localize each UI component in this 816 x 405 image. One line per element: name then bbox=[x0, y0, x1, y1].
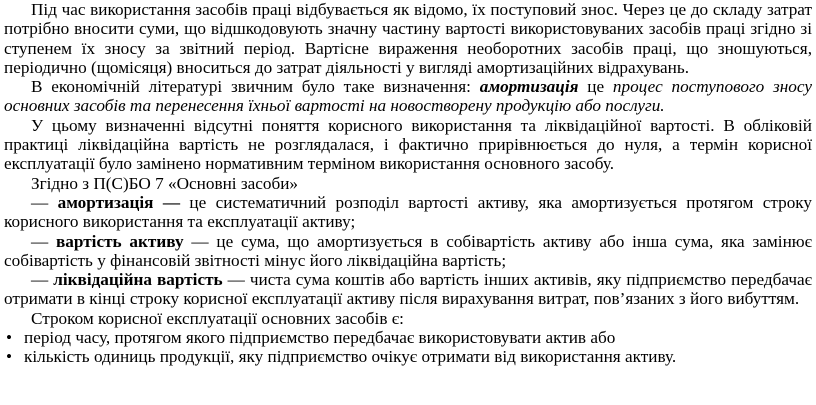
list-item bbox=[6, 328, 812, 347]
list-item bbox=[6, 347, 812, 366]
definition-dash: — bbox=[31, 231, 57, 251]
definition-term: вартість активу bbox=[56, 231, 184, 251]
definition-lead: В економічній літературі звичним було таке визначення: bbox=[31, 77, 480, 97]
definition-term: амортизація — bbox=[57, 192, 181, 212]
list-item-text: період часу, протягом якого підприємство передбачає використовувати актив або bbox=[24, 328, 616, 348]
list-item-text: кількість одиниць продукції, яку підприємство очікує отримати від використання активу. bbox=[24, 347, 677, 367]
paragraph-useful-life: У цьому визначенні відсутні поняття корисного використання та ліквідаційної вартості. В обліковій практиці ліквідаційна вартість не розглядалася, і фактично прирівнюється до нуля, а термін корисної експлуатації було замінено нормативним терміном використання основного засобу. bbox=[4, 115, 812, 174]
definition-text: процес поступового зносу основних засобів та перенесення їхньої вартості на новостворену продукцію або послуги. bbox=[4, 77, 812, 116]
definition-dash: — bbox=[31, 192, 58, 212]
paragraph-useful-life-intro: Строком корисної експлуатації основних засобів є: bbox=[31, 308, 404, 328]
bullet-icon: • bbox=[6, 347, 13, 367]
term-amortization: амортизація bbox=[479, 77, 579, 97]
paragraph-standard-reference: Згідно з П(С)БО 7 «Основні засоби» bbox=[31, 173, 299, 193]
definition-body: — це сума, що амортизується в собівартість активу або інша сума, яка замінює собівартість у фінансовій звітності мінус його ліквідаційна вартість; bbox=[4, 231, 812, 270]
definition-dash: — bbox=[31, 270, 54, 290]
paragraph-wear: Під час використання засобів праці відбувається як відомо, їх поступовий знос. Через це до складу затрат потрібно вносити суми, що відшкодовують значну частину вартості використовуваних засобів праці згідно зі ступенем їх зносу за звітний період. Вартісне вираження необоротних засобів праці, що зношуються, періодично (щомісяця) вноситься до затрат діяльності у вигляді амортизаційних відрахувань. bbox=[4, 0, 812, 77]
definition-amortization bbox=[4, 193, 812, 232]
paragraph-definition bbox=[4, 77, 812, 116]
definition-asset-value bbox=[4, 232, 812, 271]
definition-body: це систематичний розподіл вартості активу, яка амортизується протягом строку корисного використання та експлуатації активу; bbox=[4, 192, 812, 232]
bullet-icon: • bbox=[6, 328, 13, 348]
definition-term: ліквідаційна вартість bbox=[53, 270, 223, 290]
definition-connector: це bbox=[578, 77, 613, 97]
useful-life-list bbox=[4, 328, 812, 367]
definition-liquidation-value bbox=[4, 270, 812, 309]
definition-body: — чиста сума коштів або вартість інших активів, яку підприємство передбачає отримати в кінці строку корисної експлуатації активу після вирахування витрат, пов’язаних з його вибуттям. bbox=[4, 270, 812, 309]
